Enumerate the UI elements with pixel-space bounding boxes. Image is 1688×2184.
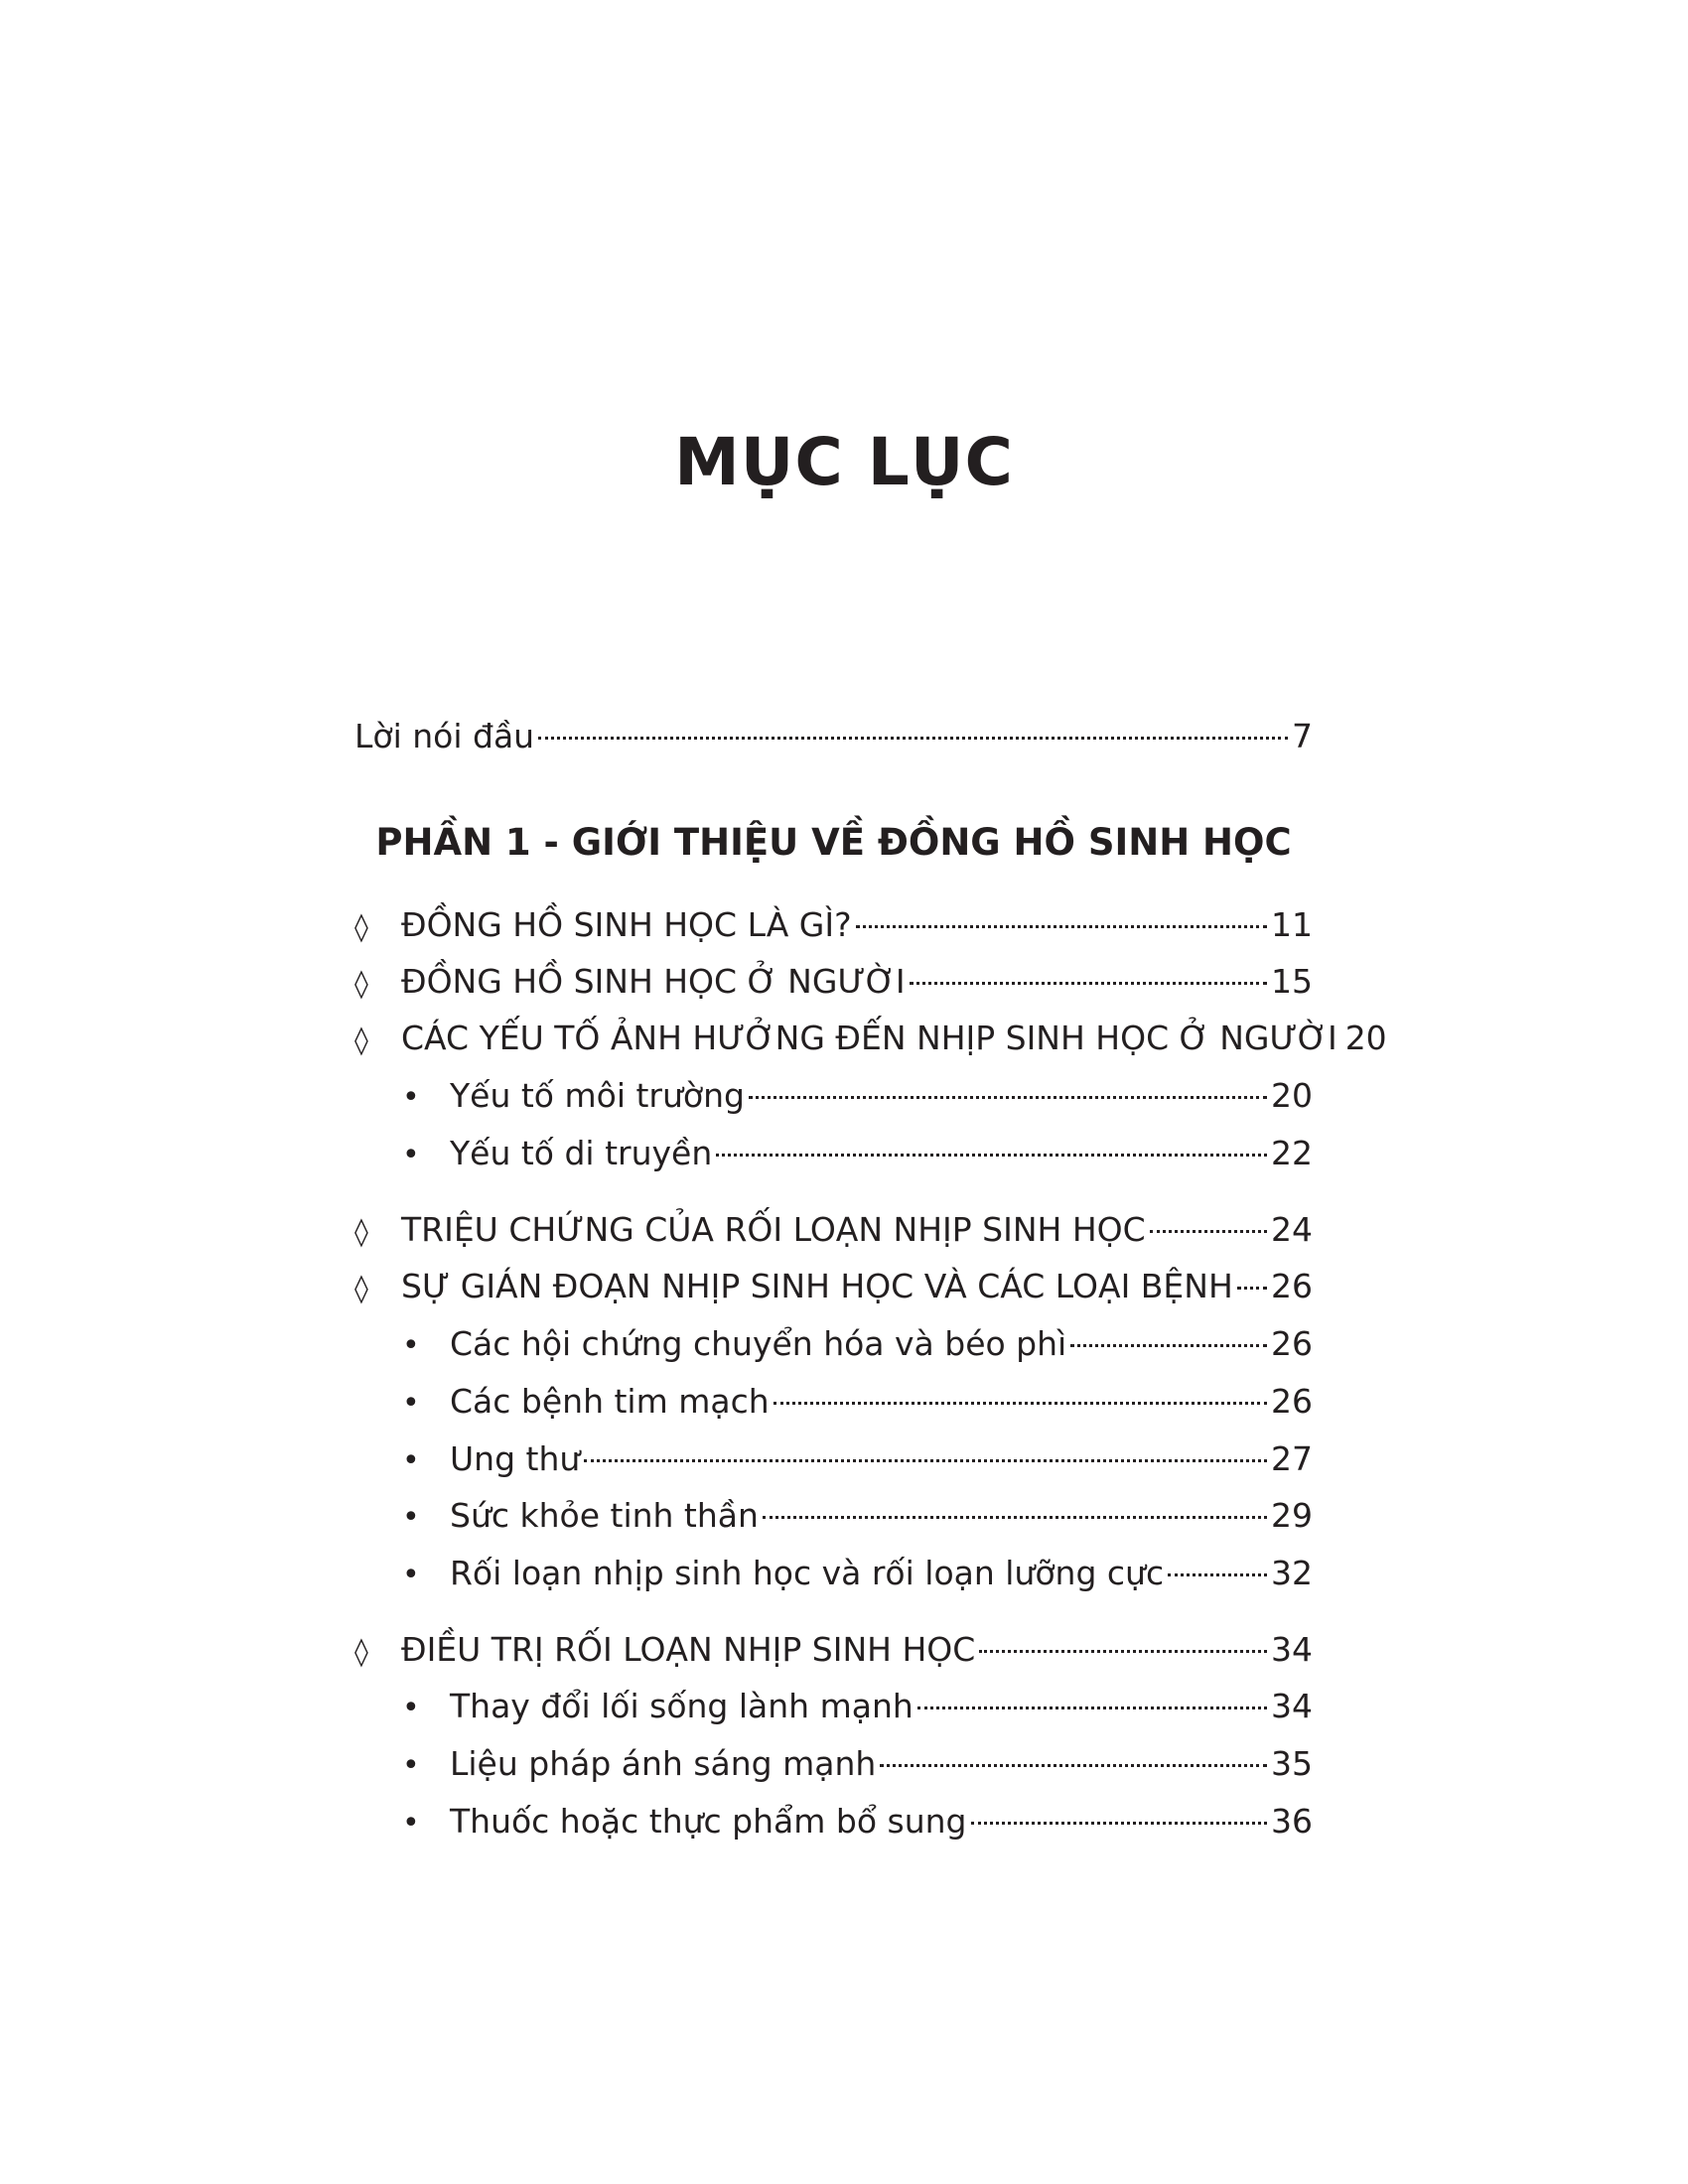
dot-leader xyxy=(971,1822,1268,1825)
bullet-icon: • xyxy=(402,1806,420,1841)
dot-leader xyxy=(856,925,1267,928)
bullet-icon: • xyxy=(402,1386,420,1421)
diamond-icon: ◊ xyxy=(354,910,368,943)
toc-entry-page: 15 xyxy=(1271,962,1313,1001)
toc-entry-page: 26 xyxy=(1271,1267,1313,1305)
toc-entry-text: ĐỒNG HỒ SINH HỌC LÀ GÌ? xyxy=(401,905,852,944)
bullet-icon: • xyxy=(402,1691,420,1725)
dot-leader xyxy=(538,737,1288,740)
toc-entry-page: 24 xyxy=(1271,1210,1313,1249)
toc-entry-text: ĐỒNG HỒ SINH HỌC Ở NGƯỜI xyxy=(401,962,906,1001)
toc-subentry[interactable] xyxy=(402,1129,1313,1178)
bullet-icon: • xyxy=(402,1328,420,1363)
toc-entry-text: SỰ GIÁN ĐOẠN NHỊP SINH HỌC VÀ CÁC LOẠI BỆNH xyxy=(401,1267,1233,1305)
toc-entry-text: Các hội chứng chuyển hóa và béo phì xyxy=(450,1324,1067,1363)
toc-entry-text: Các bệnh tim mạch xyxy=(450,1382,770,1421)
toc-subentry[interactable] xyxy=(402,1682,1313,1731)
toc-entry-page: 7 xyxy=(1292,717,1313,755)
toc-entry-text: Yếu tố di truyền xyxy=(450,1134,713,1172)
toc-entry[interactable] xyxy=(354,957,1313,1007)
dot-leader xyxy=(1150,1230,1267,1233)
dot-leader xyxy=(716,1154,1267,1157)
page-title: MỤC LỤC xyxy=(674,424,1014,500)
diamond-icon: ◊ xyxy=(354,1215,368,1248)
diamond-icon: ◊ xyxy=(354,1635,368,1668)
dot-leader xyxy=(763,1516,1267,1519)
toc-entry-text: Thuốc hoặc thực phẩm bổ sung xyxy=(450,1802,967,1841)
toc-entry-preface[interactable] xyxy=(354,712,1313,761)
toc-entry[interactable] xyxy=(354,1625,1313,1675)
toc-entry-text: CÁC YẾU TỐ ẢNH HƯỞNG ĐẾN NHỊP SINH HỌC Ở NGƯỜI xyxy=(401,1019,1337,1057)
diamond-icon: ◊ xyxy=(354,1272,368,1304)
dot-leader xyxy=(979,1650,1267,1653)
dot-leader xyxy=(1237,1287,1267,1290)
dot-leader xyxy=(1168,1573,1267,1576)
bullet-icon: • xyxy=(402,1500,420,1535)
dot-leader xyxy=(1070,1344,1267,1347)
toc-entry-text: Rối loạn nhịp sinh học và rối loạn lưỡng cực xyxy=(450,1554,1165,1592)
bullet-icon: • xyxy=(402,1748,420,1783)
toc-entry-page: 20 xyxy=(1344,1019,1387,1057)
toc-entry-text: Lời nói đầu xyxy=(354,717,535,755)
toc-entry-text: Sức khỏe tinh thần xyxy=(450,1496,759,1535)
bullet-icon: • xyxy=(402,1443,420,1478)
toc-subentry[interactable] xyxy=(402,1319,1313,1369)
toc-subentry[interactable] xyxy=(402,1797,1313,1846)
toc-entry-page: 32 xyxy=(1271,1554,1313,1592)
diamond-icon: ◊ xyxy=(354,967,368,1000)
toc-entry-text: Yếu tố môi trường xyxy=(450,1076,745,1115)
section-heading: PHẦN 1 - GIỚI THIỆU VỀ ĐỒNG HỒ SINH HỌC xyxy=(375,821,1292,864)
toc-subentry[interactable] xyxy=(402,1491,1313,1541)
toc-subentry[interactable] xyxy=(402,1071,1313,1121)
toc-entry-page: 34 xyxy=(1271,1630,1313,1669)
toc-entry-page: 29 xyxy=(1271,1496,1313,1535)
toc-entry-text: Liệu pháp ánh sáng mạnh xyxy=(450,1744,877,1783)
toc-subentry[interactable] xyxy=(402,1434,1313,1484)
toc-entry-page: 36 xyxy=(1271,1802,1313,1841)
dot-leader xyxy=(917,1706,1267,1709)
toc-entry-text: ĐIỀU TRỊ RỐI LOẠN NHỊP SINH HỌC xyxy=(401,1630,976,1669)
toc-entry-text: Thay đổi lối sống lành mạnh xyxy=(450,1687,914,1725)
dot-leader xyxy=(584,1459,1267,1462)
bullet-icon: • xyxy=(402,1138,420,1172)
toc-entry[interactable] xyxy=(354,900,1313,950)
dot-leader xyxy=(880,1764,1267,1767)
toc-entry[interactable] xyxy=(354,1262,1313,1311)
diamond-icon: ◊ xyxy=(354,1024,368,1056)
dot-leader xyxy=(749,1096,1267,1099)
toc-subentry[interactable] xyxy=(402,1739,1313,1789)
toc-entry[interactable] xyxy=(354,1205,1313,1255)
dot-leader xyxy=(774,1402,1267,1405)
toc-entry-page: 22 xyxy=(1271,1134,1313,1172)
toc-entry-page: 26 xyxy=(1271,1382,1313,1421)
toc-entry-page: 34 xyxy=(1271,1687,1313,1725)
bullet-icon: • xyxy=(402,1080,420,1115)
toc-entry[interactable] xyxy=(354,1014,1387,1063)
toc-entry-page: 27 xyxy=(1271,1439,1313,1478)
bullet-icon: • xyxy=(402,1558,420,1592)
toc-entry-page: 35 xyxy=(1271,1744,1313,1783)
toc-entry-page: 26 xyxy=(1271,1324,1313,1363)
toc-entry-text: TRIỆU CHỨNG CỦA RỐI LOẠN NHỊP SINH HỌC xyxy=(401,1210,1146,1249)
toc-entry-text: Ung thư xyxy=(450,1439,581,1478)
toc-entry-page: 20 xyxy=(1271,1076,1313,1115)
toc-entry-page: 11 xyxy=(1271,905,1313,944)
toc-subentry[interactable] xyxy=(402,1377,1313,1427)
dot-leader xyxy=(910,982,1267,985)
toc-subentry[interactable] xyxy=(402,1549,1313,1598)
